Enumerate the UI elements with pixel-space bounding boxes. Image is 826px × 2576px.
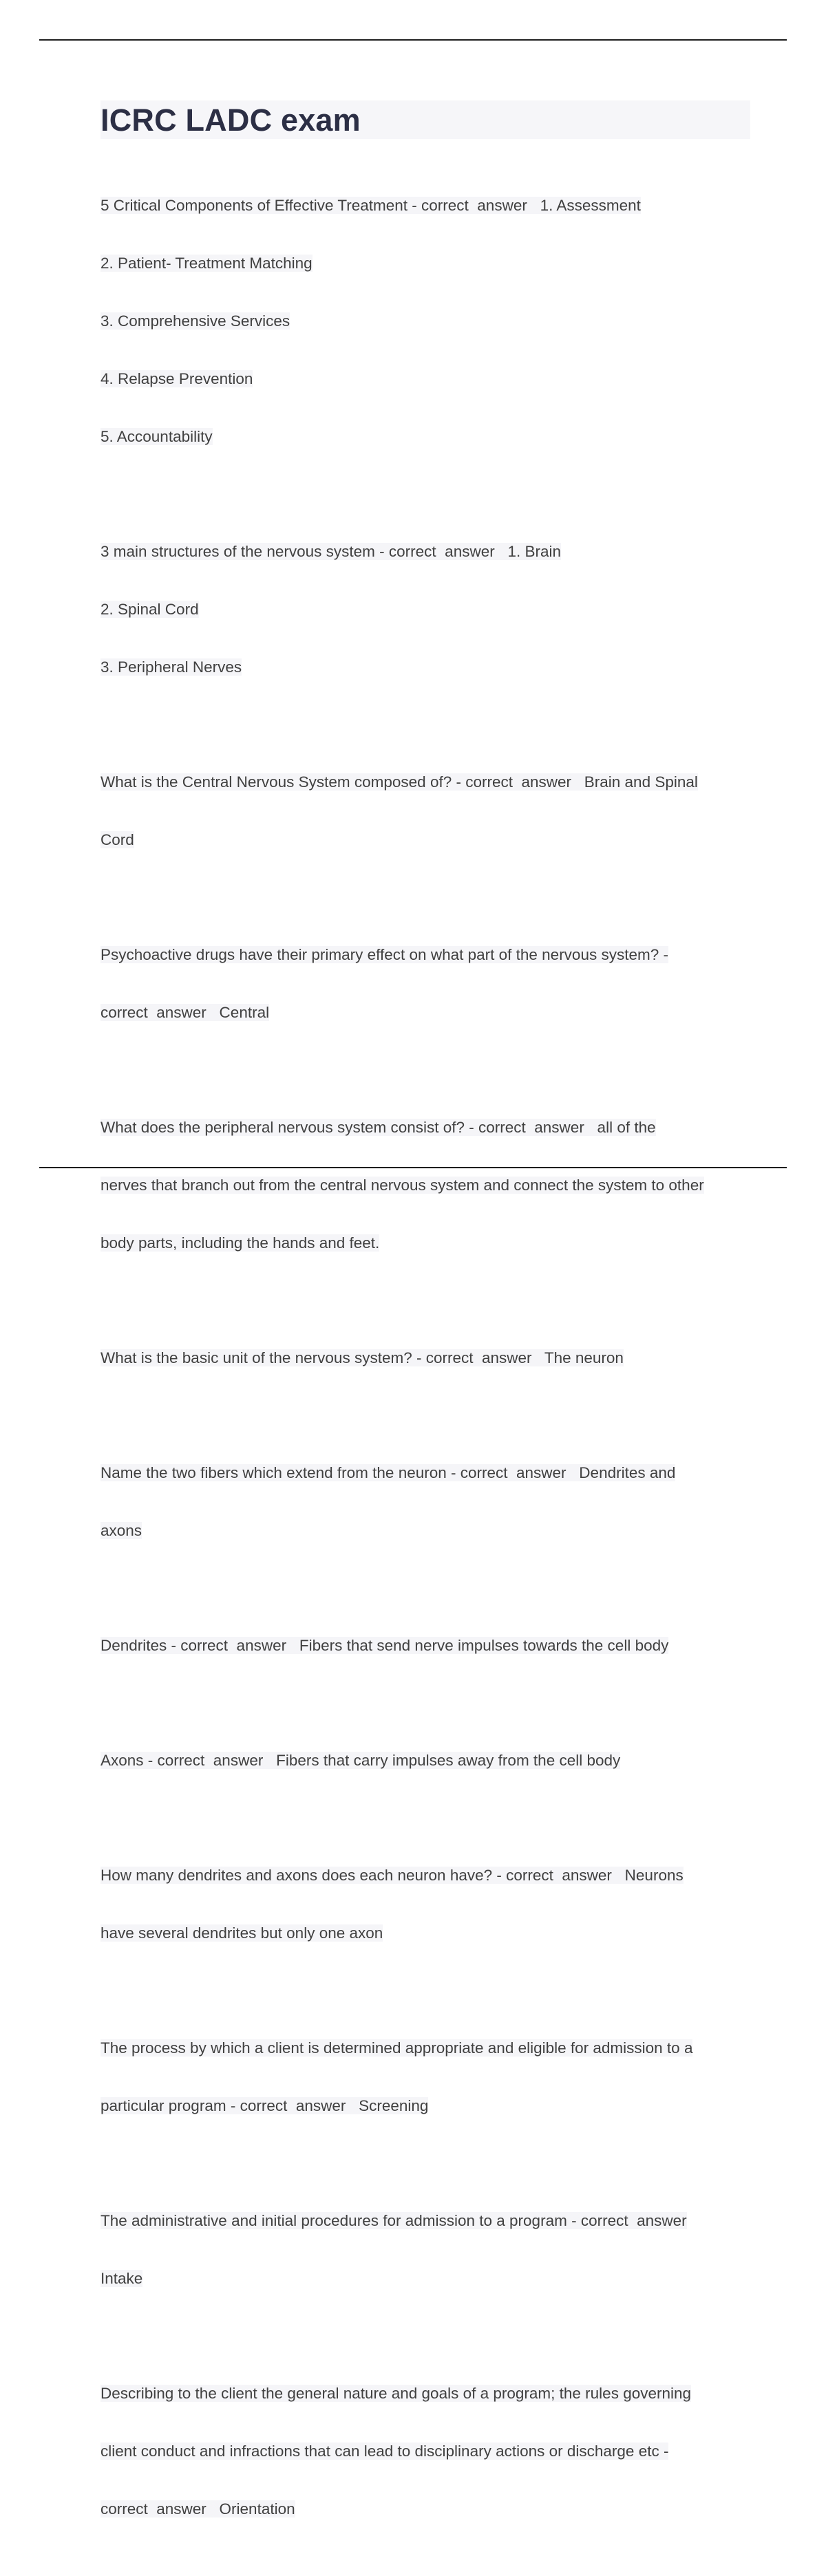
qa-line: What does the peripheral nervous system consist of? - correct answer all of the (100, 1119, 656, 1136)
qa-line: nerves that branch out from the central nervous system and connect the system to other (100, 1177, 704, 1194)
qa-list (100, 158, 750, 2557)
qa-entry (100, 2000, 750, 2154)
title-band (100, 100, 750, 139)
qa-line: Psychoactive drugs have their primary effect on what part of the nervous system? - (100, 946, 668, 963)
qa-entry (100, 734, 750, 888)
qa-entry (100, 1310, 750, 1406)
qa-line: 5. Accountability (100, 428, 213, 445)
qa-line: How many dendrites and axons does each neuron have? - correct answer Neurons (100, 1867, 684, 1884)
qa-line: 2. Patient- Treatment Matching (100, 255, 313, 272)
document-body (100, 100, 750, 2576)
qa-line: 5 Critical Components of Effective Treatment - correct answer 1. Assessment (100, 197, 641, 214)
qa-line: What is the basic unit of the nervous system? - correct answer The neuron (100, 1349, 624, 1366)
qa-entry (100, 1425, 750, 1579)
qa-entry (100, 1713, 750, 1809)
qa-line: The process by which a client is determined appropriate and eligible for admission to a (100, 2039, 693, 2057)
qa-line: The administrative and initial procedures for admission to a program - correct answer (100, 2212, 687, 2229)
bottom-divider (39, 1167, 787, 1168)
qa-line: particular program - correct answer Screening (100, 2097, 429, 2114)
qa-line: Intake (100, 2270, 143, 2287)
qa-entry (100, 2173, 750, 2327)
qa-entry (100, 2346, 750, 2557)
qa-entry (100, 504, 750, 716)
qa-line: correct answer Central (100, 1004, 270, 1021)
qa-line: Describing to the client the general nature and goals of a program; the rules governing (100, 2385, 692, 2402)
qa-line: 4. Relapse Prevention (100, 370, 253, 387)
document-title: ICRC LADC exam (100, 102, 361, 138)
qa-entry (100, 1827, 750, 1982)
qa-line: Axons - correct answer Fibers that carry impulses away from the cell body (100, 1752, 621, 1769)
qa-entry (100, 158, 750, 485)
qa-line: Name the two fibers which extend from the neuron - correct answer Dendrites and (100, 1464, 676, 1481)
qa-line: client conduct and infractions that can lead to disciplinary actions or discharge etc - (100, 2443, 669, 2460)
qa-entry (100, 907, 750, 1061)
qa-entry (100, 1598, 750, 1694)
top-divider (39, 39, 787, 41)
qa-line: have several dendrites but only one axon (100, 1924, 383, 1942)
qa-line: 3. Peripheral Nerves (100, 658, 242, 676)
qa-line: Cord (100, 831, 134, 848)
qa-line: 2. Spinal Cord (100, 601, 199, 618)
qa-line: 3. Comprehensive Services (100, 312, 290, 330)
qa-line: 3 main structures of the nervous system - correct answer 1. Brain (100, 543, 562, 560)
qa-line: correct answer Orientation (100, 2500, 295, 2518)
qa-line: What is the Central Nervous System composed of? - correct answer Brain and Spinal (100, 773, 698, 791)
qa-entry (100, 1080, 750, 1291)
qa-line: Dendrites - correct answer Fibers that send nerve impulses towards the cell body (100, 1637, 669, 1654)
qa-line: axons (100, 1522, 142, 1539)
qa-line: body parts, including the hands and feet. (100, 1234, 380, 1252)
